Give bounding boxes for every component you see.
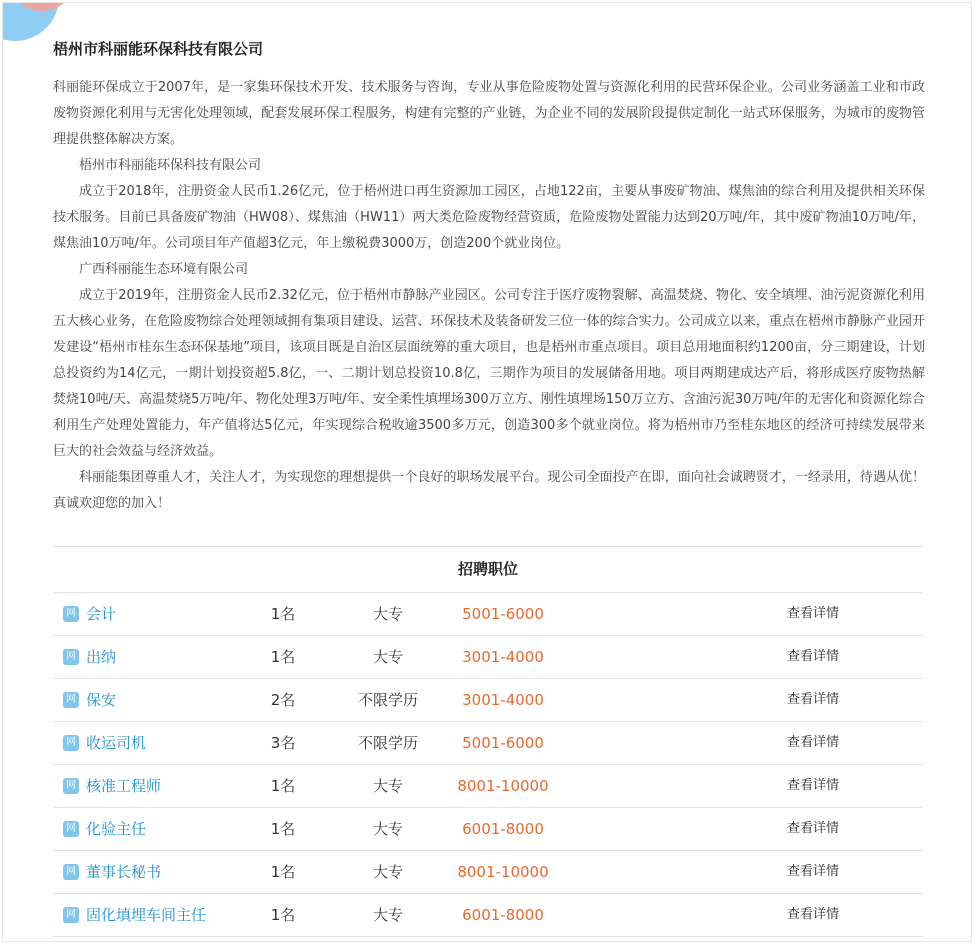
job-headcount: 3名 bbox=[270, 734, 296, 752]
job-salary: 5001-6000 bbox=[462, 734, 544, 752]
web-icon: 网 bbox=[63, 864, 79, 880]
job-list-header: 招聘职位 bbox=[53, 547, 923, 593]
view-details-link[interactable]: 查看详情 bbox=[786, 606, 839, 621]
subsidiary-1-description: 成立于2018年，注册资金人民币1.26亿元，位于梧州进口再生资源加工园区，占地122亩，主要从事废矿物油、煤焦油的综合利用及提供相关环保技术服务。目前已具备废矿物油（HW08）、煤焦油（HW11）两大类危险废物经营资质，危险废物处置能力达到20万吨/年，其中废矿物油10万吨/年，煤焦油10万吨/年。公司项目年产值超3亿元，年上缴税费3000万，创造200个就业岗位。 bbox=[53, 184, 925, 251]
job-salary: 8001-10000 bbox=[457, 777, 549, 795]
view-details-link[interactable]: 查看详情 bbox=[786, 864, 839, 879]
job-row bbox=[53, 765, 923, 808]
job-education: 大专 bbox=[372, 777, 403, 795]
job-row bbox=[53, 636, 923, 679]
intro-paragraph: 科丽能环保成立于2007年，是一家集环保技术开发、技术服务与咨询，专业从事危险废物处置与资源化利用的民营环保企业。公司业务涵盖工业和市政废物资源化利用与无害化处理领域，配套发展环保工程服务，构建有完整的产业链，为企业不同的发展阶段提供定制化一站式环保服务，为城市的废物管理提供整体解决方案。 bbox=[53, 80, 925, 147]
job-headcount: 1名 bbox=[270, 906, 296, 924]
web-icon: 网 bbox=[63, 735, 79, 751]
view-details-link[interactable]: 查看详情 bbox=[786, 907, 839, 922]
web-icon: 网 bbox=[63, 907, 79, 923]
web-icon: 网 bbox=[63, 649, 79, 665]
web-icon: 网 bbox=[63, 821, 79, 837]
job-education: 不限学历 bbox=[357, 691, 418, 709]
job-row bbox=[53, 722, 923, 765]
job-headcount: 1名 bbox=[270, 777, 296, 795]
view-details-link[interactable]: 查看详情 bbox=[786, 735, 839, 750]
job-education: 大专 bbox=[372, 863, 403, 881]
job-row bbox=[53, 851, 923, 894]
job-headcount: 2名 bbox=[270, 691, 296, 709]
job-headcount: 1名 bbox=[270, 648, 296, 666]
web-icon: 网 bbox=[63, 606, 79, 622]
view-details-link[interactable]: 查看详情 bbox=[786, 692, 839, 707]
job-title-link[interactable]: 核准工程师 bbox=[86, 777, 162, 795]
job-education: 大专 bbox=[372, 820, 403, 838]
job-title-link[interactable]: 出纳 bbox=[86, 648, 117, 666]
job-title-link[interactable]: 化验主任 bbox=[86, 820, 147, 838]
subsidiary-2-description: 成立于2019年，注册资金人民币2.32亿元，位于梧州市静脉产业园区。公司专注于医疗废物裂解、高温焚烧、物化、安全填埋、油污泥资源化利用五大核心业务，在危险废物综合处理领域拥有集项目建设、运营、环保技术及装备研发三位一体的综合实力。公司成立以来，重点在梧州市静脉产业园开发建设“梧州市桂东生态环保基地”项目，该项目既是自治区层面统筹的重大项目，也是梧州市重点项目。项目总用地面积约1200亩，分三期建设，计划总投资约为14亿元，一期计划投资超5.8亿，一、二期计划总投资10.8亿，三期作为项目的发展储备用地。项目两期建成达产后，将形成医疗废物热解焚烧10吨/天、高温焚烧5万吨/年、物化处理3万吨/年、安全柔性填埋场300万立方、刚性填埋场150万立方、含油污泥30万吨/年的无害化和资源化综合利用生产处理处置能力，年产值将达5亿元，年实现综合税收逾3500多万元，创造300多个就业岗位。将为梧州市乃至桂东地区的经济可持续发展带来巨大的社会效益与经济效益。 bbox=[53, 288, 925, 459]
job-headcount: 1名 bbox=[270, 863, 296, 881]
web-icon: 网 bbox=[63, 778, 79, 794]
job-salary: 6001-8000 bbox=[462, 820, 544, 838]
subsidiary-1-name: 梧州市科丽能环保科技有限公司 bbox=[79, 158, 262, 173]
job-title-link[interactable]: 会计 bbox=[86, 605, 117, 623]
job-education: 不限学历 bbox=[357, 734, 418, 752]
job-salary: 3001-4000 bbox=[462, 691, 544, 709]
job-list bbox=[53, 546, 923, 937]
job-salary: 8001-10000 bbox=[457, 863, 549, 881]
job-title-link[interactable]: 固化填埋车间主任 bbox=[86, 906, 207, 924]
job-education: 大专 bbox=[372, 648, 403, 666]
job-salary: 5001-6000 bbox=[462, 605, 544, 623]
web-icon: 网 bbox=[63, 692, 79, 708]
job-title-link[interactable]: 董事长秘书 bbox=[86, 863, 162, 881]
closing-paragraph: 科丽能集团尊重人才，关注人才，为实现您的理想提供一个良好的职场发展平台。现公司全面投产在即，面向社会诚聘贤才，一经录用，待遇从优！真诚欢迎您的加入！ bbox=[53, 470, 925, 511]
job-title-link[interactable]: 保安 bbox=[86, 691, 117, 709]
job-row bbox=[53, 593, 923, 636]
view-details-link[interactable]: 查看详情 bbox=[786, 778, 839, 793]
job-row bbox=[53, 894, 923, 937]
company-card bbox=[2, 2, 972, 942]
job-row bbox=[53, 679, 923, 722]
job-title-link[interactable]: 收运司机 bbox=[86, 734, 147, 752]
job-salary: 6001-8000 bbox=[462, 906, 544, 924]
job-headcount: 1名 bbox=[270, 820, 296, 838]
job-row bbox=[53, 808, 923, 851]
job-education: 大专 bbox=[372, 605, 403, 623]
view-details-link[interactable]: 查看详情 bbox=[786, 649, 839, 664]
page-title: 梧州市科丽能环保科技有限公司 bbox=[53, 40, 264, 58]
job-education: 大专 bbox=[372, 906, 403, 924]
company-intro bbox=[53, 75, 925, 517]
job-salary: 3001-4000 bbox=[462, 648, 544, 666]
view-details-link[interactable]: 查看详情 bbox=[786, 821, 839, 836]
job-headcount: 1名 bbox=[270, 605, 296, 623]
subsidiary-2-name: 广西科丽能生态环境有限公司 bbox=[79, 262, 249, 277]
job-rows bbox=[53, 593, 923, 937]
